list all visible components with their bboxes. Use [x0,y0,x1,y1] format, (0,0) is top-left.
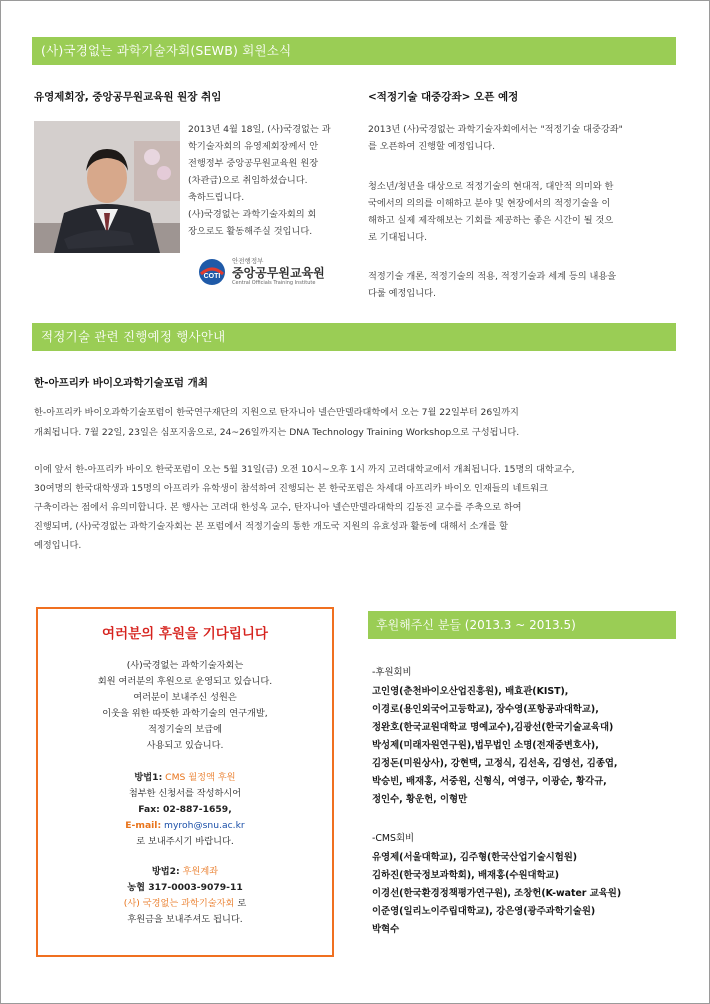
method1-value: CMS 월정액 후원 [165,772,236,783]
coti-logo-name: 중앙공무원교육원 [232,266,325,280]
article2-line: 다룰 예정입니다. [368,288,436,299]
sponsors-line: 김정돈(미원상사), 강현택, 고정식, 김선옥, 김영선, 김종엽, [372,758,618,769]
donation-intro-line: 여러분이 보내주신 성원은 [133,692,237,703]
article1-line: (차관급)으로 취임하셨습니다. [188,175,308,186]
method2-end: 후원금을 보내주셔도 됩니다. [127,914,243,925]
article1-line: 전행정부 중앙공무원교육원 원장 [188,158,319,169]
article-title-forum: 한-아프리카 바이오과학기술포럼 개최 [34,377,208,389]
donation-account-name-line [38,896,332,912]
sponsors-group-heading: -후원회비 [372,667,412,678]
method2-label: 방법2: [151,866,180,877]
method1-label: 방법1: [134,772,163,783]
article3-line: 구축이라는 점에서 유의미합니다. 본 행사는 고려대 한성옥 교수, 탄자니아 넬슨만델라대학의 김동진 교수를 주축으로 하여 [34,502,522,513]
article-title-lecture: <적정기술 대중강좌> 오픈 예정 [368,91,519,103]
sponsors-line: 박성제(미래자원연구원),법무법인 소명(전재중변호사), [372,740,599,751]
coti-logo-english: Central Officials Training Institute [232,280,316,286]
article3-line: 30여명의 한국대학생과 15명의 아프리카 유학생이 참석하여 진행되는 본 한국포럼은 차세대 아프리카 바이오 인재들의 네트워크 [34,483,548,494]
email-label: E-mail: [125,820,162,831]
coti-emblem-text: COTI [203,273,221,280]
sponsors-line: 이준영(일리노이주립대학교), 강은영(광주과학기술원) [372,906,596,917]
article3-line: 진행되며, (사)국경없는 과학기술자회는 본 포럼에서 적정기술의 통한 개도국 지원의 유효성과 활동에 대해서 소개를 할 [34,521,509,532]
donation-intro-line: 사용되고 있습니다. [146,740,224,751]
donation-method2 [38,864,332,880]
sponsors-line: 이경로(용인외국어고등학교), 장수영(포항공과대학교), [372,704,599,715]
sponsors-banner: 후원해주신 분들 (2013.3 ~ 2013.5) [368,611,676,639]
article3-line: 예정입니다. [34,540,82,551]
donation-title: 여러분의 후원을 기다립니다 [102,626,268,642]
sponsors-line: 이경선(한국환경정책평가연구원), 조창헌(K-water 교육원) [372,888,622,899]
section-banner-members: (사)국경없는 과학기술자회(SEWB) 회원소식 [32,37,676,65]
sponsors-group-heading: -CMS회비 [372,833,415,844]
article2-line: 국에서의 의의를 이해하고 분야 및 현장에서의 적정기술을 이 [368,198,611,209]
section-banner-events: 적정기술 관련 진행예정 행사안내 [32,323,676,351]
article2-line: 를 오픈하여 진행할 예정입니다. [368,141,496,152]
article3-line: 한-아프리카 바이오과학기술포럼이 한국연구재단의 지원으로 탄자니아 넬슨만델라대학에서 오는 7월 22일부터 26일까지 [34,407,519,418]
article1-line: 2013년 4월 18일, (사)국경없는 과 [188,124,331,135]
donation-email-link[interactable]: myroh@snu.ac.kr [164,820,245,831]
donation-fax: Fax: 02-887-1659, [138,804,232,815]
donation-box [36,607,334,957]
portrait-photo [34,121,180,253]
donation-email-line [38,818,332,834]
sponsors-line: 유영제(서울대학교), 김주형(한국산업기술시험원) [372,852,578,863]
article1-line: 학기술자회의 유영제회장께서 안 [188,141,319,152]
article3-line: 이에 앞서 한-아프리카 바이오 한국포럼이 오는 5월 31일(금) 오전 10시~오후 1시 까지 고려대학교에서 개최됩니다. 15명의 대학교수, [34,464,575,475]
article2-line: 적정기술 개론, 적정기술의 적용, 적정기술과 세계 등의 내용을 [368,271,617,282]
article2-line: 해하고 실제 제작해보는 기회를 제공하는 좋은 시간이 될 것으 [368,215,614,226]
sponsors-line: 정인수, 황운헌, 이형만 [372,794,468,805]
donation-intro-line: 적정기술의 보급에 [148,724,222,735]
coti-logo [198,256,338,288]
portrait-illustration [34,121,180,253]
coti-logo-ministry: 안전행정부 [232,257,264,265]
article2-line: 2013년 (사)국경없는 과학기술자회에서는 "적정기술 대중강좌" [368,124,623,135]
sponsors-line: 정완호(한국교원대학교 명예교수),김광선(한국기술교육대) [372,722,614,733]
donation-account: 농협 317-0003-9079-11 [127,882,243,893]
article-title-appointment: 유영제회장, 중앙공무원교육원 원장 취임 [34,91,222,103]
donation-intro-line: 이웃을 위한 따뜻한 과학기술의 연구개발, [102,708,268,719]
method2-value: 후원계좌 [182,866,219,877]
account-suffix: 로 [237,898,247,909]
method1-end: 로 보내주시기 바랍니다. [136,836,234,847]
article2-line: 로 기대됩니다. [368,232,428,243]
sponsors-line: 박혁수 [372,924,400,935]
coti-emblem-icon [198,258,226,286]
article1-line: 축하드립니다. [188,192,245,203]
article1-line: 장으로도 활동해주실 것입니다. [188,226,313,237]
account-holder: (사) 국경없는 과학기술자회 [123,898,235,909]
article2-line: 청소년/청년을 대상으로 적정기술의 현대적, 대안적 의미와 한 [368,181,614,192]
sponsors-line: 김하진(한국정보과학회), 배재홍(수원대학교) [372,870,559,881]
donation-method1 [38,770,332,786]
donation-intro-line: (사)국경없는 과학기술자회는 [126,660,244,671]
method1-desc: 첨부한 신청서를 작성하시어 [128,788,242,799]
sponsors-line: 박승빈, 배재홍, 서중원, 신형식, 여영구, 이광순, 황각규, [372,776,607,787]
sponsors-line: 고인영(춘천바이오산업진흥원), 배효관(KIST), [372,686,569,697]
donation-intro-line: 회원 여러분의 후원으로 운영되고 있습니다. [97,676,273,687]
article1-line: (사)국경없는 과학기술자회의 회 [188,209,317,220]
article3-line: 개최됩니다. 7월 22일, 23일은 심포지움으로, 24~26일까지는 DNA Technology Training Workshop으로 구성됩니다. [34,427,520,438]
